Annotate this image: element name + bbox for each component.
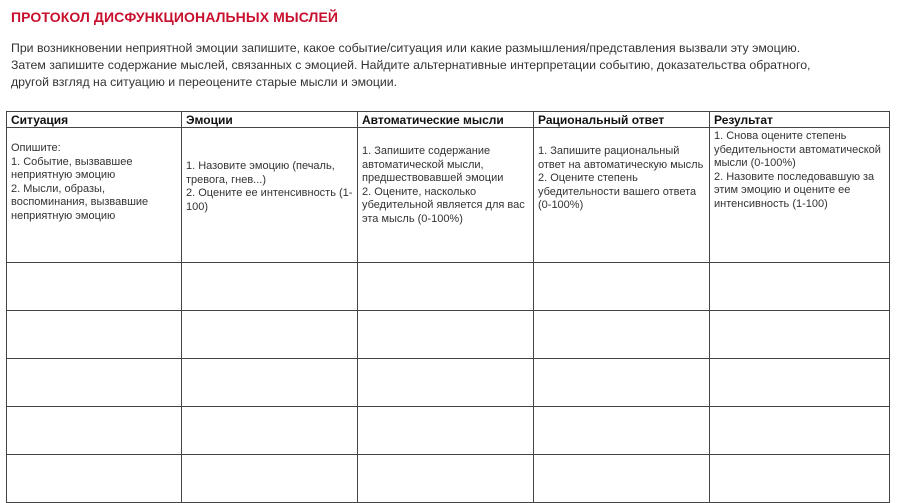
entry-row-2	[7, 311, 890, 359]
intro-line-2: Затем запишите содержание мыслей, связанных с эмоцией. Найдите альтернативные интерпретации событию, доказательства обратного,	[11, 58, 811, 72]
intro-line-3: другой взгляд на ситуацию и переоцените старые мысли и эмоции.	[11, 75, 398, 89]
entry-cell-result[interactable]	[710, 455, 890, 503]
entry-cell-result[interactable]	[710, 407, 890, 455]
header-emotions: Эмоции	[182, 112, 358, 128]
entry-row-1	[7, 263, 890, 311]
entry-row-5	[7, 455, 890, 503]
entry-cell-automatic-thoughts[interactable]	[358, 407, 534, 455]
instruction-rational-response: 1. Запишите рациональный ответ на автоматическую мысль 2. Оцените степень убедительности вашего ответа (0-100%)	[534, 128, 710, 263]
entry-cell-automatic-thoughts[interactable]	[358, 263, 534, 311]
entry-cell-rational-response[interactable]	[534, 263, 710, 311]
entry-cell-emotions[interactable]	[182, 263, 358, 311]
entry-cell-result[interactable]	[710, 359, 890, 407]
instruction-automatic-thoughts: 1. Запишите содержание автоматической мысли, предшествовавшей эмоции 2. Оцените, насколько убедительной является для вас эта мысль (0-100%)	[358, 128, 534, 263]
intro-text	[11, 40, 891, 91]
entry-cell-rational-response[interactable]	[534, 455, 710, 503]
header-result: Результат	[710, 112, 890, 128]
instruction-emotions: 1. Назовите эмоцию (печаль, тревога, гнев...) 2. Оцените ее интенсивность (1-100)	[182, 128, 358, 263]
entry-cell-rational-response[interactable]	[534, 359, 710, 407]
entry-row-3	[7, 359, 890, 407]
entry-cell-emotions[interactable]	[182, 359, 358, 407]
entry-cell-result[interactable]	[710, 263, 890, 311]
page-title: ПРОТОКОЛ ДИСФУНКЦИОНАЛЬНЫХ МЫСЛЕЙ	[11, 9, 339, 25]
entry-cell-emotions[interactable]	[182, 311, 358, 359]
entry-cell-situation[interactable]	[7, 407, 182, 455]
intro-line-1: При возникновении неприятной эмоции запишите, какое событие/ситуация или какие размышления/представления вызвали эту эмоцию.	[11, 41, 801, 55]
header-rational-response: Рациональный ответ	[534, 112, 710, 128]
entry-cell-situation[interactable]	[7, 359, 182, 407]
entry-cell-emotions[interactable]	[182, 407, 358, 455]
entry-cell-automatic-thoughts[interactable]	[358, 455, 534, 503]
entry-cell-automatic-thoughts[interactable]	[358, 359, 534, 407]
protocol-table	[6, 111, 890, 503]
entry-cell-situation[interactable]	[7, 311, 182, 359]
entry-cell-rational-response[interactable]	[534, 311, 710, 359]
entry-cell-situation[interactable]	[7, 455, 182, 503]
instruction-row	[7, 128, 890, 263]
header-situation: Ситуация	[7, 112, 182, 128]
entry-cell-result[interactable]	[710, 311, 890, 359]
entry-cell-rational-response[interactable]	[534, 407, 710, 455]
header-automatic-thoughts: Автоматические мысли	[358, 112, 534, 128]
entry-row-4	[7, 407, 890, 455]
entry-cell-automatic-thoughts[interactable]	[358, 311, 534, 359]
entry-cell-situation[interactable]	[7, 263, 182, 311]
entry-cell-emotions[interactable]	[182, 455, 358, 503]
instruction-situation: Опишите: 1. Событие, вызвавшее неприятную эмоцию 2. Мысли, образы, воспоминания, вызвавшие неприятную эмоцию	[7, 128, 182, 263]
header-row	[7, 112, 890, 128]
instruction-result: 1. Снова оцените степень убедительности автоматической мысли (0-100%) 2. Назовите последовавшую за этим эмоцию и оцените ее интенсивность (1-100)	[710, 128, 890, 263]
